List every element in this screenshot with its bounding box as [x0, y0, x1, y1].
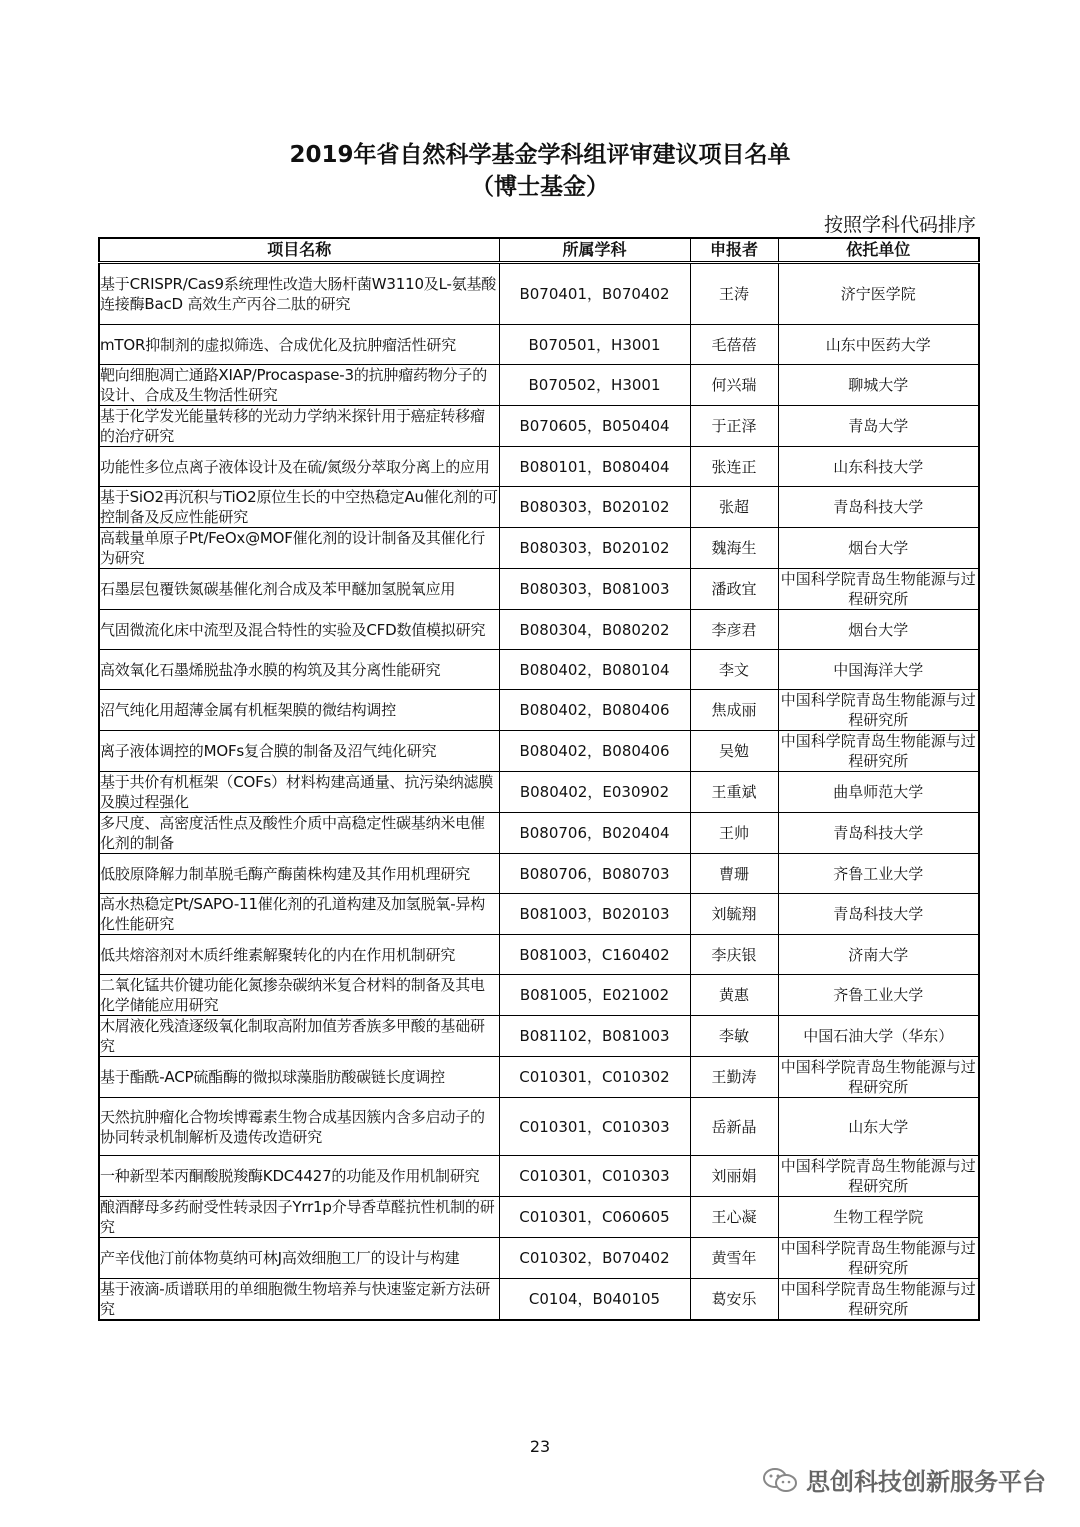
subject-code-cell: C0104，B040105 [499, 1279, 690, 1321]
project-name-cell: 基于液滴-质谱联用的单细胞微生物培养与快速鉴定新方法研究 [99, 1279, 499, 1321]
project-name-cell: 一种新型苯丙酮酸脱羧酶KDC4427的功能及作用机制研究 [99, 1156, 499, 1197]
document-subtitle: （博士基金） [471, 174, 609, 200]
table-row [99, 569, 979, 610]
table-header-row [99, 238, 979, 263]
table-row [99, 1057, 979, 1098]
applicant-cell: 李文 [690, 650, 778, 690]
subject-code-cell: C010301，C010303 [499, 1156, 690, 1197]
subject-code-cell: C010302，B070402 [499, 1238, 690, 1279]
column-header-unit: 依托单位 [778, 238, 979, 263]
project-name-cell: 高载量单原子Pt/FeOx@MOF催化剂的设计制备及其催化行为研究 [99, 528, 499, 569]
project-name-cell: 多尺度、高密度活性点及酸性介质中高稳定性碳基纳米电催化剂的制备 [99, 813, 499, 854]
host-unit-cell: 济南大学 [778, 935, 979, 975]
project-name-cell: 气固微流化床中流型及混合特性的实验及CFD数值模拟研究 [99, 610, 499, 650]
table-row [99, 1197, 979, 1238]
table-row [99, 325, 979, 365]
host-unit-cell: 曲阜师范大学 [778, 772, 979, 813]
applicant-cell: 葛安乐 [690, 1279, 778, 1321]
subject-code-cell: C010301，C010303 [499, 1098, 690, 1156]
subject-code-cell: B080706，B080703 [499, 854, 690, 894]
host-unit-cell: 山东科技大学 [778, 447, 979, 487]
applicant-cell: 王涛 [690, 263, 778, 325]
host-unit-cell: 中国科学院青岛生物能源与过程研究所 [778, 1156, 979, 1197]
project-name-cell: 靶向细胞凋亡通路XIAP/Procaspase-3的抗肿瘤药物分子的设计、合成及生物活性研究 [99, 365, 499, 406]
applicant-cell: 王帅 [690, 813, 778, 854]
applicant-cell: 刘丽娟 [690, 1156, 778, 1197]
subject-code-cell: B081003，C160402 [499, 935, 690, 975]
subject-code-cell: B080402，B080406 [499, 690, 690, 731]
table-body [99, 263, 979, 1321]
project-table [98, 237, 980, 1321]
subject-code-cell: B080402，B080406 [499, 731, 690, 772]
project-name-cell: 高水热稳定Pt/SAPO-11催化剂的孔道构建及加氢脱氧-异构化性能研究 [99, 894, 499, 935]
host-unit-cell: 中国科学院青岛生物能源与过程研究所 [778, 1238, 979, 1279]
subject-code-cell: B080402，B080104 [499, 650, 690, 690]
applicant-cell: 潘政宜 [690, 569, 778, 610]
subject-code-cell: B080706，B020404 [499, 813, 690, 854]
table-row [99, 1016, 979, 1057]
applicant-cell: 王勤涛 [690, 1057, 778, 1098]
host-unit-cell: 济宁医学院 [778, 263, 979, 325]
project-name-cell: 基于化学发光能量转移的光动力学纳米探针用于癌症转移瘤的治疗研究 [99, 406, 499, 447]
host-unit-cell: 生物工程学院 [778, 1197, 979, 1238]
subject-code-cell: C010301，C060605 [499, 1197, 690, 1238]
project-name-cell: 基于SiO2再沉积与TiO2原位生长的中空热稳定Au催化剂的可控制备及反应性能研究 [100, 488, 498, 526]
host-unit-cell: 烟台大学 [778, 610, 979, 650]
applicant-cell: 黄惠 [690, 975, 778, 1016]
host-unit-cell: 青岛科技大学 [778, 813, 979, 854]
project-name-cell: 低共熔溶剂对木质纤维素解聚转化的内在作用机制研究 [99, 935, 499, 975]
project-name-cell: 离子液体调控的MOFs复合膜的制备及沼气纯化研究 [99, 731, 499, 772]
project-name-cell: 木屑液化残渣逐级氧化制取高附加值芳香族多甲酸的基础研究 [99, 1016, 499, 1057]
project-name-cell: 天然抗肿瘤化合物埃博霉素生物合成基因簇内含多启动子的协同转录机制解析及遗传改造研究 [99, 1098, 499, 1156]
table-row [99, 1156, 979, 1197]
applicant-cell: 王心凝 [690, 1197, 778, 1238]
applicant-cell: 黄雪年 [690, 1238, 778, 1279]
host-unit-cell: 聊城大学 [778, 365, 979, 406]
table-row [99, 447, 979, 487]
table-row [99, 690, 979, 731]
applicant-cell: 吴勉 [690, 731, 778, 772]
project-name-cell: 酿酒酵母多药耐受性转录因子Yrr1p介导香草醛抗性机制的研究 [99, 1197, 499, 1238]
project-name-cell: 沼气纯化用超薄金属有机框架膜的微结构调控 [99, 690, 499, 731]
host-unit-cell: 中国科学院青岛生物能源与过程研究所 [778, 731, 979, 772]
document-title: 2019年省自然科学基金学科组评审建议项目名单 [289, 142, 791, 168]
host-unit-cell: 山东中医药大学 [778, 325, 979, 365]
subject-code-cell: B081102，B081003 [499, 1016, 690, 1057]
host-unit-cell: 齐鲁工业大学 [778, 854, 979, 894]
applicant-cell: 刘毓翔 [690, 894, 778, 935]
subject-code-cell: B080303，B020102 [499, 487, 690, 528]
host-unit-cell: 中国科学院青岛生物能源与过程研究所 [778, 1057, 979, 1098]
host-unit-cell: 青岛科技大学 [778, 487, 979, 528]
column-header-name: 项目名称 [99, 238, 499, 263]
project-name-cell: 基于CRISPR/Cas9系统理性改造大肠杆菌W3110及L-氨基酸连接酶BacD 高效生产丙谷二肽的研究 [99, 263, 499, 325]
subject-code-cell: B080303，B020102 [499, 528, 690, 569]
wechat-icon [762, 1467, 798, 1493]
project-name-cell: mTOR抑制剂的虚拟筛选、合成优化及抗肿瘤活性研究 [99, 325, 499, 365]
subject-code-cell: B070501，H3001 [499, 325, 690, 365]
host-unit-cell: 烟台大学 [778, 528, 979, 569]
sort-note: 按照学科代码排序 [823, 214, 976, 236]
applicant-cell: 魏海生 [690, 528, 778, 569]
project-name-cell: 产辛伐他汀前体物莫纳可林J高效细胞工厂的设计与构建 [99, 1238, 499, 1279]
applicant-cell: 何兴瑞 [690, 365, 778, 406]
subject-code-cell: B080303，B081003 [499, 569, 690, 610]
table-row [99, 854, 979, 894]
applicant-cell: 李彦君 [690, 610, 778, 650]
table-row [99, 1238, 979, 1279]
host-unit-cell: 青岛科技大学 [778, 894, 979, 935]
table-row [99, 528, 979, 569]
host-unit-cell: 中国科学院青岛生物能源与过程研究所 [778, 569, 979, 610]
applicant-cell: 于正泽 [690, 406, 778, 447]
page-number: 23 [529, 1437, 551, 1456]
watermark [762, 1462, 1046, 1497]
applicant-cell: 张超 [690, 487, 778, 528]
applicant-cell: 焦成丽 [690, 690, 778, 731]
applicant-cell: 王重斌 [690, 772, 778, 813]
host-unit-cell: 齐鲁工业大学 [778, 975, 979, 1016]
table-row [99, 650, 979, 690]
table-row [99, 263, 979, 325]
host-unit-cell: 中国石油大学（华东） [778, 1016, 979, 1057]
project-name-cell: 高效氧化石墨烯脱盐净水膜的构筑及其分离性能研究 [99, 650, 499, 690]
subject-code-cell: B080304，B080202 [499, 610, 690, 650]
project-name-cell: 石墨层包覆铁氮碳基催化剂合成及苯甲醚加氢脱氧应用 [99, 569, 499, 610]
table-row [99, 365, 979, 406]
applicant-cell: 岳新晶 [690, 1098, 778, 1156]
subject-code-cell: B070502，H3001 [499, 365, 690, 406]
table-row [99, 975, 979, 1016]
host-unit-cell: 中国海洋大学 [778, 650, 979, 690]
project-name-cell: 二氧化锰共价键功能化氮掺杂碳纳米复合材料的制备及其电化学储能应用研究 [99, 975, 499, 1016]
subject-code-cell: B080402，E030902 [499, 772, 690, 813]
subject-code-cell: B070605，B050404 [499, 406, 690, 447]
column-header-subject: 所属学科 [499, 238, 690, 263]
table-row [99, 487, 979, 528]
column-header-applicant: 申报者 [690, 238, 778, 263]
subject-code-cell: B070401，B070402 [499, 263, 690, 325]
project-name-cell: 低胶原降解力制革脱毛酶产酶菌株构建及其作用机理研究 [99, 854, 499, 894]
table-row [99, 772, 979, 813]
table-row [99, 1098, 979, 1156]
applicant-cell: 毛蓓蓓 [690, 325, 778, 365]
applicant-cell: 曹珊 [690, 854, 778, 894]
subject-code-cell: B080101，B080404 [499, 447, 690, 487]
table-row [99, 813, 979, 854]
applicant-cell: 李敏 [690, 1016, 778, 1057]
subject-code-cell: B081005，E021002 [499, 975, 690, 1016]
table-row [99, 935, 979, 975]
applicant-cell: 李庆银 [690, 935, 778, 975]
project-name-cell: 基于酯酰-ACP硫酯酶的微拟球藻脂肪酸碳链长度调控 [99, 1057, 499, 1098]
subject-code-cell: B081003，B020103 [499, 894, 690, 935]
watermark-text: 思创科技创新服务平台 [806, 1468, 1046, 1496]
host-unit-cell: 山东大学 [778, 1098, 979, 1156]
project-name-cell: 基于共价有机框架（COFs）材料构建高通量、抗污染纳滤膜及膜过程强化 [99, 772, 499, 813]
subject-code-cell: C010301，C010302 [499, 1057, 690, 1098]
table-row [99, 406, 979, 447]
host-unit-cell: 中国科学院青岛生物能源与过程研究所 [778, 690, 979, 731]
table-row [99, 1279, 979, 1321]
table-row [99, 894, 979, 935]
table-row [99, 610, 979, 650]
applicant-cell: 张连正 [690, 447, 778, 487]
project-name-cell: 功能性多位点离子液体设计及在硫/氮级分萃取分离上的应用 [99, 447, 499, 487]
table-row [99, 731, 979, 772]
host-unit-cell: 中国科学院青岛生物能源与过程研究所 [778, 1279, 979, 1321]
host-unit-cell: 青岛大学 [778, 406, 979, 447]
